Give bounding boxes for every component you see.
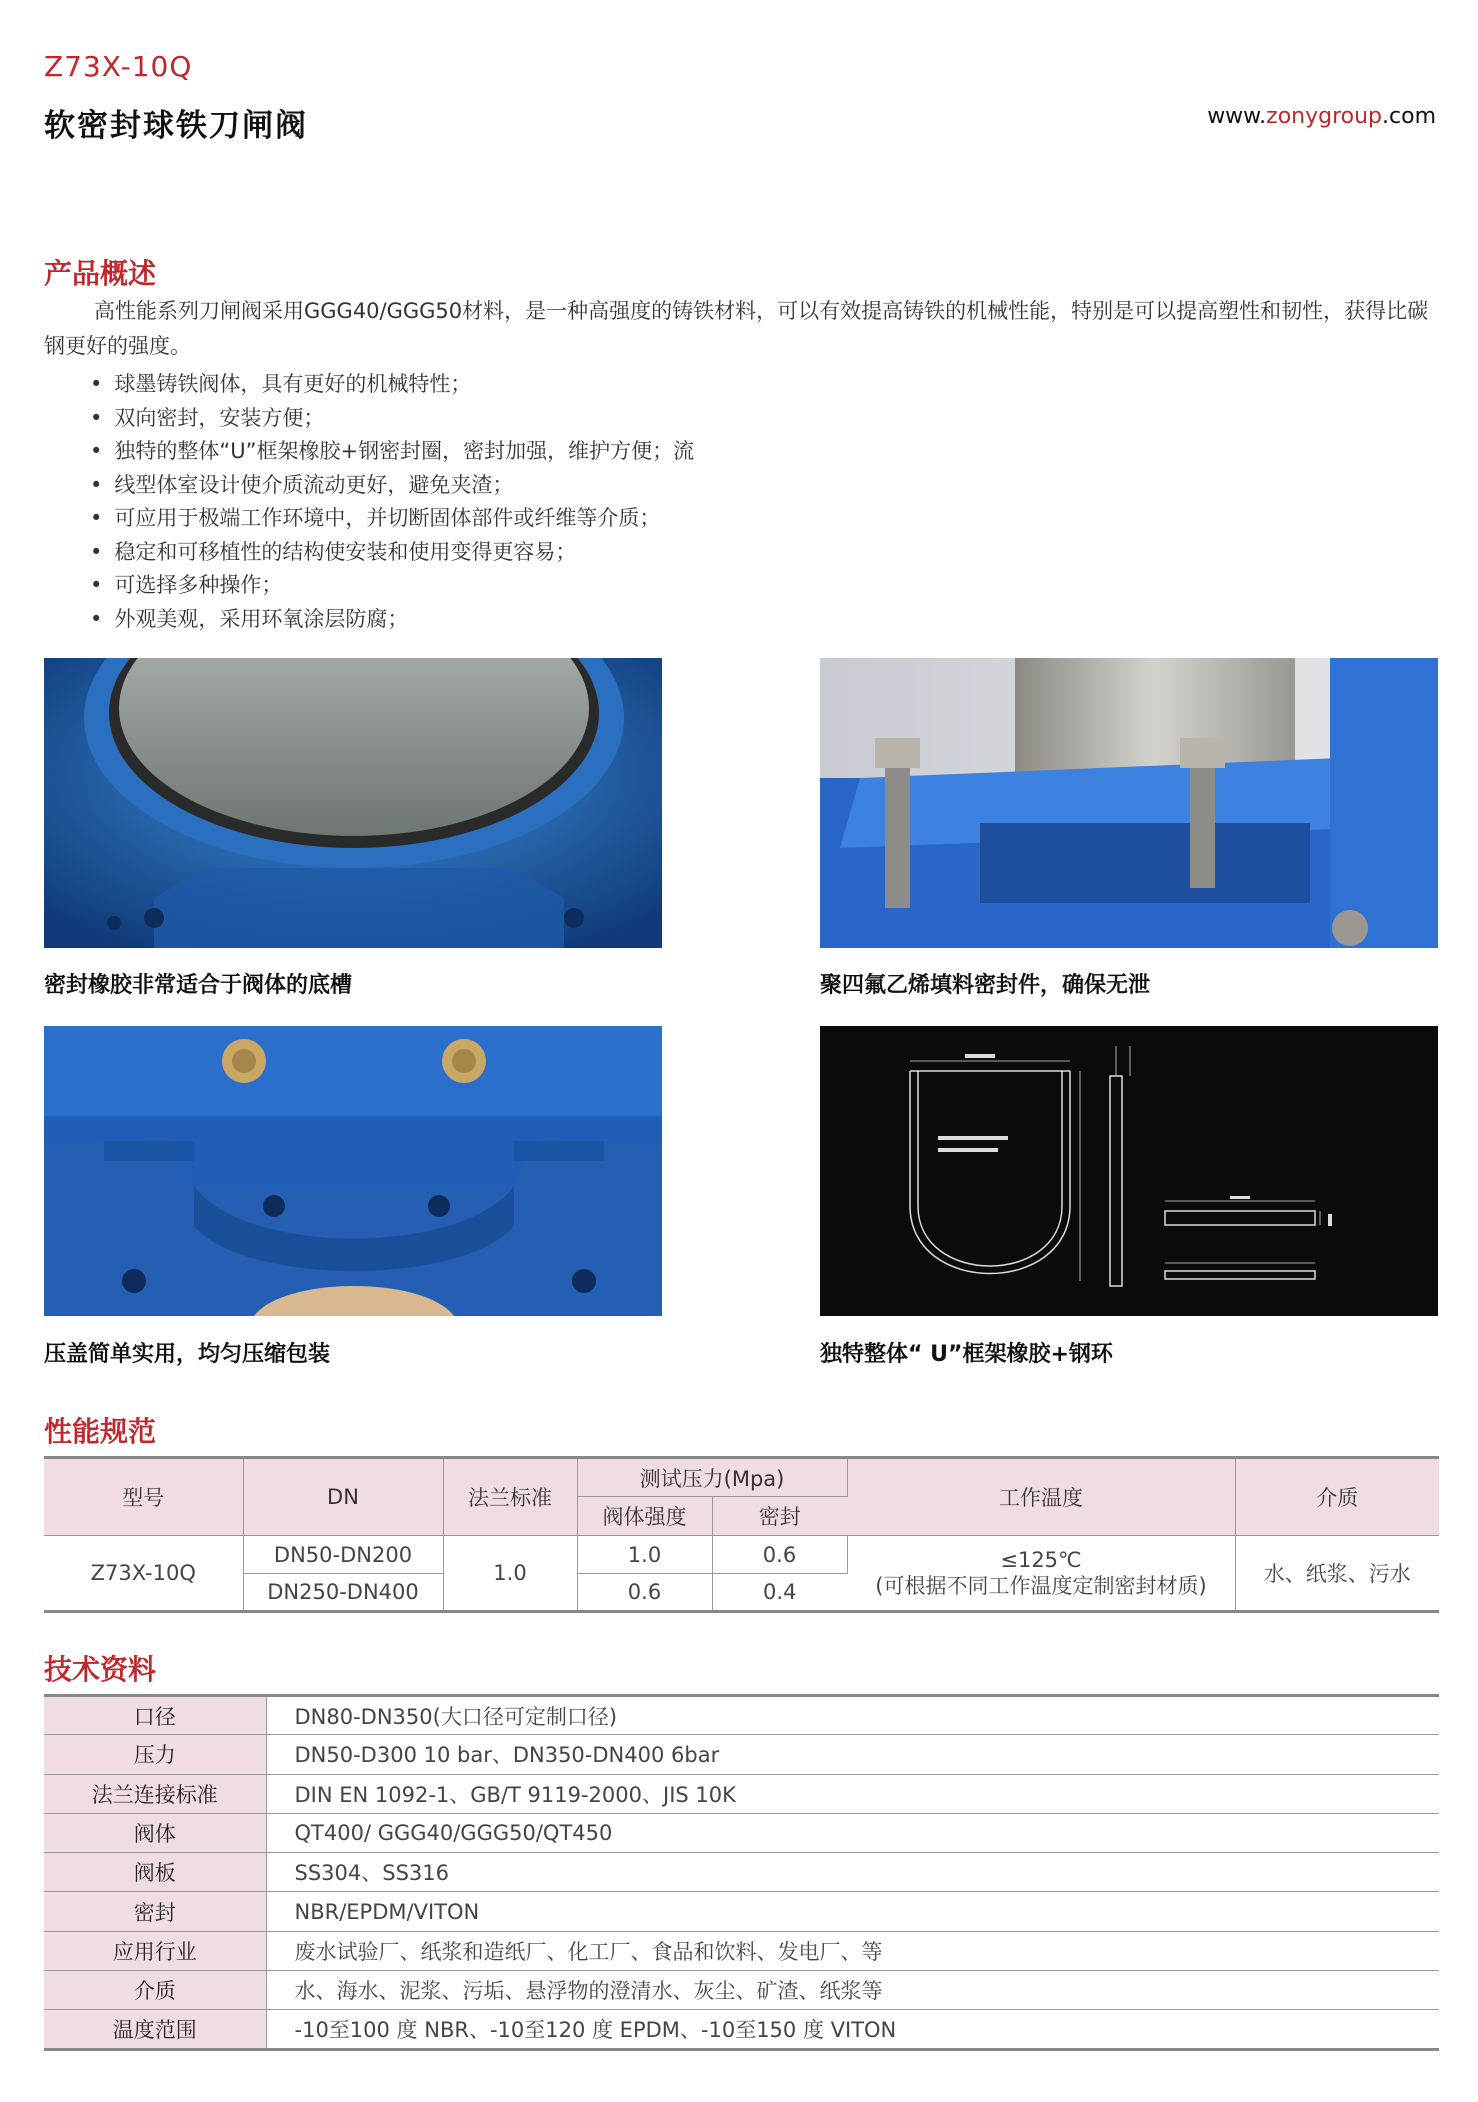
model-cell: Z73X-10Q <box>44 1536 243 1612</box>
work-temp-line1: ≤125℃ <box>1000 1548 1082 1572</box>
tech-key: 应用行业 <box>44 1931 266 1970</box>
tech-key: 温度范围 <box>44 2010 266 2049</box>
photo-gland <box>44 1026 662 1316</box>
flange-cell: 1.0 <box>443 1536 577 1612</box>
product-name: 软密封球铁刀闸阀 <box>44 108 308 144</box>
feature-item: • 双向密封，安装方便； <box>90 402 694 436</box>
tech-value: -10至100 度 NBR、-10至120 度 EPDM、-10至150 度 VITON <box>266 2010 1439 2049</box>
body-strength-cell: 0.6 <box>577 1574 712 1612</box>
table-row <box>44 1892 1439 1931</box>
tech-value: 废水试验厂、纸浆和造纸厂、化工厂、食品和饮料、发电厂、等 <box>266 1931 1439 1970</box>
tech-key: 法兰连接标准 <box>44 1774 266 1813</box>
photo-caption: 独特整体“ U”框架橡胶+钢环 <box>820 1342 1113 1367</box>
model-code: Z73X-10Q <box>44 50 193 83</box>
overview-paragraph: 高性能系列刀闸阀采用GGG40/GGG50材料，是一种高强度的铸铁材料，可以有效提高铸铁的机械性能，特别是可以提高塑性和韧性，获得比碳钢更好的强度。 <box>44 299 1429 358</box>
seal-cell: 0.6 <box>712 1536 847 1574</box>
work-temp-line2: (可根据不同工作温度定制密封材质) <box>875 1574 1207 1598</box>
photo-ptfe-packing <box>820 658 1438 948</box>
table-row <box>44 1735 1439 1774</box>
feature-item: • 可应用于极端工作环境中，并切断固体部件或纤维等介质； <box>90 502 694 536</box>
tech-title: 技术资料 <box>44 1653 157 1686</box>
table-row <box>44 1971 1439 2010</box>
performance-title: 性能规范 <box>44 1415 157 1448</box>
col-header-body-strength: 阀体强度 <box>577 1497 712 1536</box>
tech-value: NBR/EPDM/VITON <box>266 1892 1439 1931</box>
tech-table <box>44 1694 1439 2051</box>
feature-item: • 线型体室设计使介质流动更好，避免夹渣； <box>90 469 694 503</box>
tech-value: DIN EN 1092-1、GB/T 9119-2000、JIS 10K <box>266 1774 1439 1813</box>
col-header-medium: 介质 <box>1235 1458 1439 1536</box>
overview-title: 产品概述 <box>44 257 157 290</box>
work-temp-cell <box>847 1536 1235 1612</box>
tech-value: SS304、SS316 <box>266 1853 1439 1892</box>
photo-caption: 密封橡胶非常适合于阀体的底槽 <box>44 973 353 998</box>
tech-value: DN50-D300 10 bar、DN350-DN400 6bar <box>266 1735 1439 1774</box>
website-prefix: www. <box>1207 104 1267 129</box>
feature-item: • 独特的整体“U”框架橡胶+钢密封圈，密封加强，维护方便；流 <box>90 435 694 469</box>
photo-seal-groove <box>44 658 662 948</box>
col-header-test-pressure: 测试压力(Mpa) <box>577 1458 847 1497</box>
tech-key: 口径 <box>44 1696 266 1735</box>
table-row <box>44 1813 1439 1852</box>
table-row <box>44 1696 1439 1735</box>
website-link[interactable] <box>1207 104 1436 129</box>
tech-value: DN80-DN350(大口径可定制口径) <box>266 1696 1439 1735</box>
col-header-work-temp: 工作温度 <box>847 1458 1235 1536</box>
tech-key: 阀体 <box>44 1813 266 1852</box>
tech-value: QT400/ GGG40/GGG50/QT450 <box>266 1813 1439 1852</box>
tech-key: 阀板 <box>44 1853 266 1892</box>
seal-cell: 0.4 <box>712 1574 847 1612</box>
feature-list <box>90 368 694 636</box>
tech-key: 压力 <box>44 1735 266 1774</box>
table-row <box>44 1931 1439 1970</box>
table-row <box>44 1536 1439 1574</box>
feature-item: • 稳定和可移植性的结构使安装和使用变得更容易； <box>90 536 694 570</box>
table-row <box>44 1853 1439 1892</box>
tech-key: 密封 <box>44 1892 266 1931</box>
dn-cell: DN250-DN400 <box>243 1574 443 1612</box>
photo-caption: 聚四氟乙烯填料密封件，确保无泄 <box>820 973 1151 998</box>
feature-item: • 外观美观，采用环氧涂层防腐； <box>90 603 694 637</box>
tech-value: 水、海水、泥浆、污垢、悬浮物的澄清水、灰尘、矿渣、纸浆等 <box>266 1971 1439 2010</box>
website-suffix: .com <box>1382 104 1436 129</box>
diagram-u-frame <box>820 1026 1438 1316</box>
website-domain: zonygroup <box>1266 104 1383 129</box>
col-header-flange: 法兰标准 <box>443 1458 577 1536</box>
col-header-seal: 密封 <box>712 1497 847 1536</box>
col-header-dn: DN <box>243 1458 443 1536</box>
dn-cell: DN50-DN200 <box>243 1536 443 1574</box>
feature-item: • 可选择多种操作； <box>90 569 694 603</box>
photo-caption: 压盖简单实用，均匀压缩包装 <box>44 1342 331 1367</box>
feature-item: • 球墨铸铁阀体，具有更好的机械特性； <box>90 368 694 402</box>
table-row <box>44 2010 1439 2049</box>
body-strength-cell: 1.0 <box>577 1536 712 1574</box>
col-header-model: 型号 <box>44 1458 243 1536</box>
performance-table <box>44 1456 1439 1613</box>
table-row <box>44 1774 1439 1813</box>
tech-key: 介质 <box>44 1971 266 2010</box>
medium-cell: 水、纸浆、污水 <box>1235 1536 1439 1612</box>
